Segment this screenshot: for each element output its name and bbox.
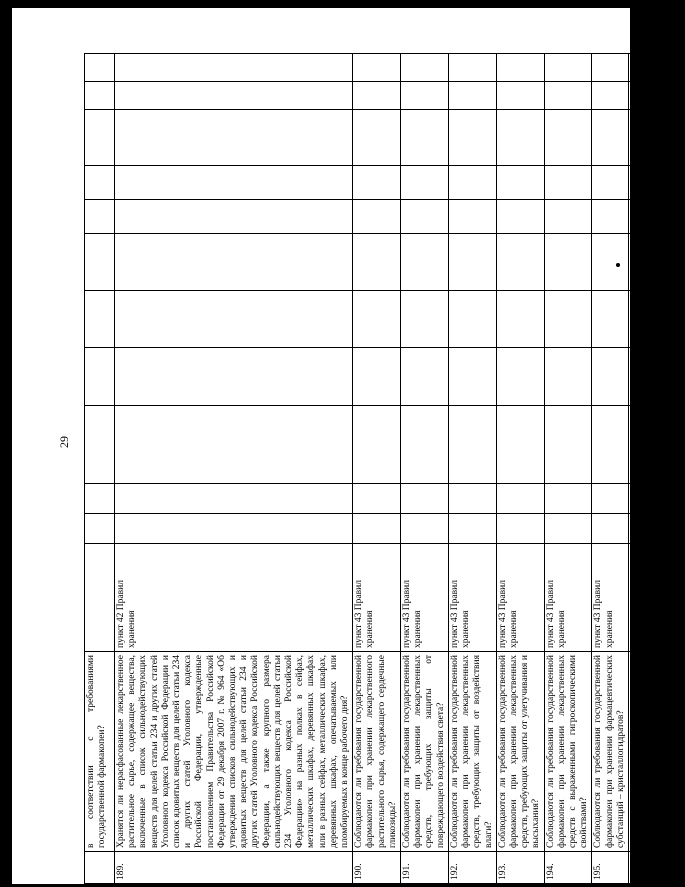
answer-cell bbox=[85, 54, 115, 82]
answer-cell bbox=[353, 200, 401, 234]
answer-cell bbox=[448, 514, 496, 544]
row-number: 193. bbox=[496, 852, 544, 884]
answer-cell bbox=[628, 110, 684, 166]
row-number: 191. bbox=[401, 852, 449, 884]
row-number: 195. bbox=[592, 852, 629, 884]
answer-cell bbox=[448, 166, 496, 200]
answer-cell bbox=[448, 348, 496, 406]
answer-cell bbox=[85, 234, 115, 291]
answer-cell bbox=[115, 234, 353, 291]
table-row bbox=[496, 54, 544, 884]
table-row bbox=[448, 54, 496, 884]
answer-cell bbox=[628, 166, 684, 200]
row-reference: пункт 43 Правил хранения bbox=[544, 544, 592, 652]
answer-cell bbox=[401, 166, 449, 200]
answer-cell bbox=[115, 110, 353, 166]
answer-cell bbox=[592, 54, 629, 82]
table-row bbox=[592, 54, 629, 884]
answer-cell bbox=[115, 82, 353, 110]
answer-cell bbox=[85, 484, 115, 514]
table-row bbox=[115, 54, 353, 884]
row-question: Соблюдаются ли требования государственной фармакопеи при хранении лекарственных средств с выраженными гигроскопическими свойствами? bbox=[544, 652, 592, 852]
table-row bbox=[628, 54, 684, 884]
row-reference: пункт 43 Правил хранения bbox=[401, 544, 449, 652]
row-number: 192. bbox=[448, 852, 496, 884]
answer-cell bbox=[628, 234, 684, 291]
answer-cell bbox=[85, 348, 115, 406]
row-question: в соответствии с требованиями государственной фармакопеи? bbox=[85, 652, 115, 852]
checklist-table bbox=[84, 53, 685, 884]
answer-cell bbox=[592, 234, 629, 291]
row-number bbox=[85, 852, 115, 884]
row-reference: пункт 43 Правил хранения bbox=[592, 544, 629, 652]
row-question: Соблюдаются ли требования государственной фармакопеи при хранении лекарственного растительного сырья, содержащего сердечные гликозиды? bbox=[353, 652, 401, 852]
answer-cell bbox=[628, 200, 684, 234]
answer-cell bbox=[592, 484, 629, 514]
row-reference: пункт 42 Правил хранения bbox=[115, 544, 353, 652]
answer-cell bbox=[115, 166, 353, 200]
answer-cell bbox=[592, 110, 629, 166]
answer-cell bbox=[628, 291, 684, 348]
answer-cell bbox=[401, 348, 449, 406]
answer-cell bbox=[85, 291, 115, 348]
answer-cell bbox=[115, 348, 353, 406]
answer-cell bbox=[85, 166, 115, 200]
answer-cell bbox=[115, 514, 353, 544]
answer-cell bbox=[448, 200, 496, 234]
answer-cell bbox=[85, 200, 115, 234]
answer-cell bbox=[544, 291, 592, 348]
answer-cell bbox=[401, 110, 449, 166]
answer-cell bbox=[544, 166, 592, 200]
answer-cell bbox=[353, 348, 401, 406]
answer-cell bbox=[401, 514, 449, 544]
answer-cell bbox=[353, 291, 401, 348]
row-number: 190. bbox=[353, 852, 401, 884]
answer-cell bbox=[401, 54, 449, 82]
answer-cell bbox=[592, 514, 629, 544]
row-reference: пункт 43 Правил хранения bbox=[628, 544, 684, 652]
answer-cell bbox=[115, 406, 353, 484]
answer-cell bbox=[448, 484, 496, 514]
answer-cell bbox=[85, 82, 115, 110]
answer-cell bbox=[496, 348, 544, 406]
answer-cell bbox=[544, 406, 592, 484]
row-question: Хранятся ли нерасфасованные лекарственное растительное сырье, содержащее вещества, включенные в список сильнодействующих веществ для целей статьи 234 и других статей Уголовного кодекса Российской Федерации и список ядовитых веществ для целей статьи 234 и других статей Уголовного кодекса Российской Федерации, утвержденные постановлением Правительства Российской Федерации от 29 декабря 2007 г. № 964 «Об утверждении списков сильнодействующих и ядовитых веществ для целей статьи 234 и других статей Уголовного кодекса Российской Федерации, а также крупного размера сильнодействующих веществ для целей статьи 234 Уголовного кодекса Российской Федерации» на разных полках в сейфах, металлических шкафах, деревянных шкафах или в разных сейфах, металлических шкафах, деревянных шкафах, опечатываемых или пломбируемых в конце рабочего дня? bbox=[115, 652, 353, 852]
answer-cell bbox=[401, 82, 449, 110]
row-question: Соблюдаются ли требования государственной фармакопеи при хранении лекарственных средств, требующих защиты от улетучивания и высыхания? bbox=[496, 652, 544, 852]
answer-cell bbox=[544, 54, 592, 82]
answer-cell bbox=[353, 484, 401, 514]
answer-cell bbox=[496, 200, 544, 234]
row-number: 189. bbox=[115, 852, 353, 884]
answer-cell bbox=[401, 200, 449, 234]
answer-cell bbox=[544, 484, 592, 514]
answer-cell bbox=[353, 166, 401, 200]
row-reference bbox=[85, 544, 115, 652]
row-question: Соблюдаются ли требования государственной фармакопеи при хранении лекарственных средств, требующих защиты от воздействия влаги? bbox=[448, 652, 496, 852]
table-row bbox=[544, 54, 592, 884]
answer-cell bbox=[592, 200, 629, 234]
row-number: 194. bbox=[544, 852, 592, 884]
answer-cell bbox=[496, 82, 544, 110]
row-question: Соблюдаются ли требования государственной фармакопеи при хранении лекарственных средств, требующих защиты от повреждающего воздействия света? bbox=[401, 652, 449, 852]
answer-cell bbox=[401, 406, 449, 484]
answer-cell bbox=[115, 484, 353, 514]
answer-cell bbox=[85, 110, 115, 166]
row-number: 196. bbox=[628, 852, 684, 884]
answer-cell bbox=[628, 406, 684, 484]
answer-cell bbox=[115, 200, 353, 234]
answer-cell bbox=[448, 234, 496, 291]
answer-cell bbox=[628, 514, 684, 544]
answer-cell bbox=[496, 54, 544, 82]
answer-cell bbox=[496, 110, 544, 166]
answer-cell bbox=[592, 82, 629, 110]
table-row bbox=[85, 54, 115, 884]
answer-cell bbox=[448, 110, 496, 166]
answer-cell bbox=[592, 166, 629, 200]
answer-cell bbox=[628, 54, 684, 82]
answer-cell bbox=[353, 234, 401, 291]
row-reference: пункт 43 Правил хранения bbox=[496, 544, 544, 652]
answer-cell bbox=[496, 484, 544, 514]
answer-cell bbox=[496, 406, 544, 484]
answer-cell bbox=[401, 234, 449, 291]
answer-cell bbox=[496, 514, 544, 544]
answer-cell bbox=[353, 406, 401, 484]
answer-cell bbox=[448, 406, 496, 484]
answer-cell bbox=[353, 82, 401, 110]
answer-cell bbox=[544, 82, 592, 110]
answer-cell bbox=[448, 291, 496, 348]
answer-cell bbox=[628, 348, 684, 406]
row-reference: пункт 43 Правил хранения bbox=[353, 544, 401, 652]
answer-cell bbox=[85, 406, 115, 484]
answer-cell bbox=[628, 484, 684, 514]
row-reference: пункт 43 Правил хранения bbox=[448, 544, 496, 652]
answer-cell bbox=[544, 348, 592, 406]
answer-cell bbox=[544, 514, 592, 544]
row-question: Соблюдаются ли требования государственной фармакопеи при хранении фармацевтических субстанций – кристаллогидратов? bbox=[592, 652, 629, 852]
answer-cell bbox=[628, 82, 684, 110]
answer-cell bbox=[85, 514, 115, 544]
answer-cell bbox=[544, 234, 592, 291]
answer-cell bbox=[353, 54, 401, 82]
table-row bbox=[401, 54, 449, 884]
answer-cell bbox=[353, 514, 401, 544]
document-page bbox=[12, 8, 652, 884]
answer-cell bbox=[544, 110, 592, 166]
answer-cell bbox=[401, 291, 449, 348]
answer-cell bbox=[496, 234, 544, 291]
answer-cell bbox=[115, 291, 353, 348]
answer-cell bbox=[448, 54, 496, 82]
row-question: Соблюдаются ли требования государственной фармакопеи при хранении фармацевтических bbox=[628, 652, 684, 852]
answer-cell bbox=[448, 82, 496, 110]
answer-cell bbox=[544, 200, 592, 234]
answer-cell bbox=[592, 291, 629, 348]
answer-cell bbox=[353, 110, 401, 166]
answer-cell bbox=[592, 348, 629, 406]
answer-cell bbox=[401, 484, 449, 514]
answer-cell bbox=[592, 406, 629, 484]
rotated-table-wrapper bbox=[84, 54, 652, 884]
answer-cell bbox=[115, 54, 353, 82]
answer-cell bbox=[496, 291, 544, 348]
page-number: 29 bbox=[57, 436, 71, 448]
table-row bbox=[353, 54, 401, 884]
answer-cell bbox=[496, 166, 544, 200]
